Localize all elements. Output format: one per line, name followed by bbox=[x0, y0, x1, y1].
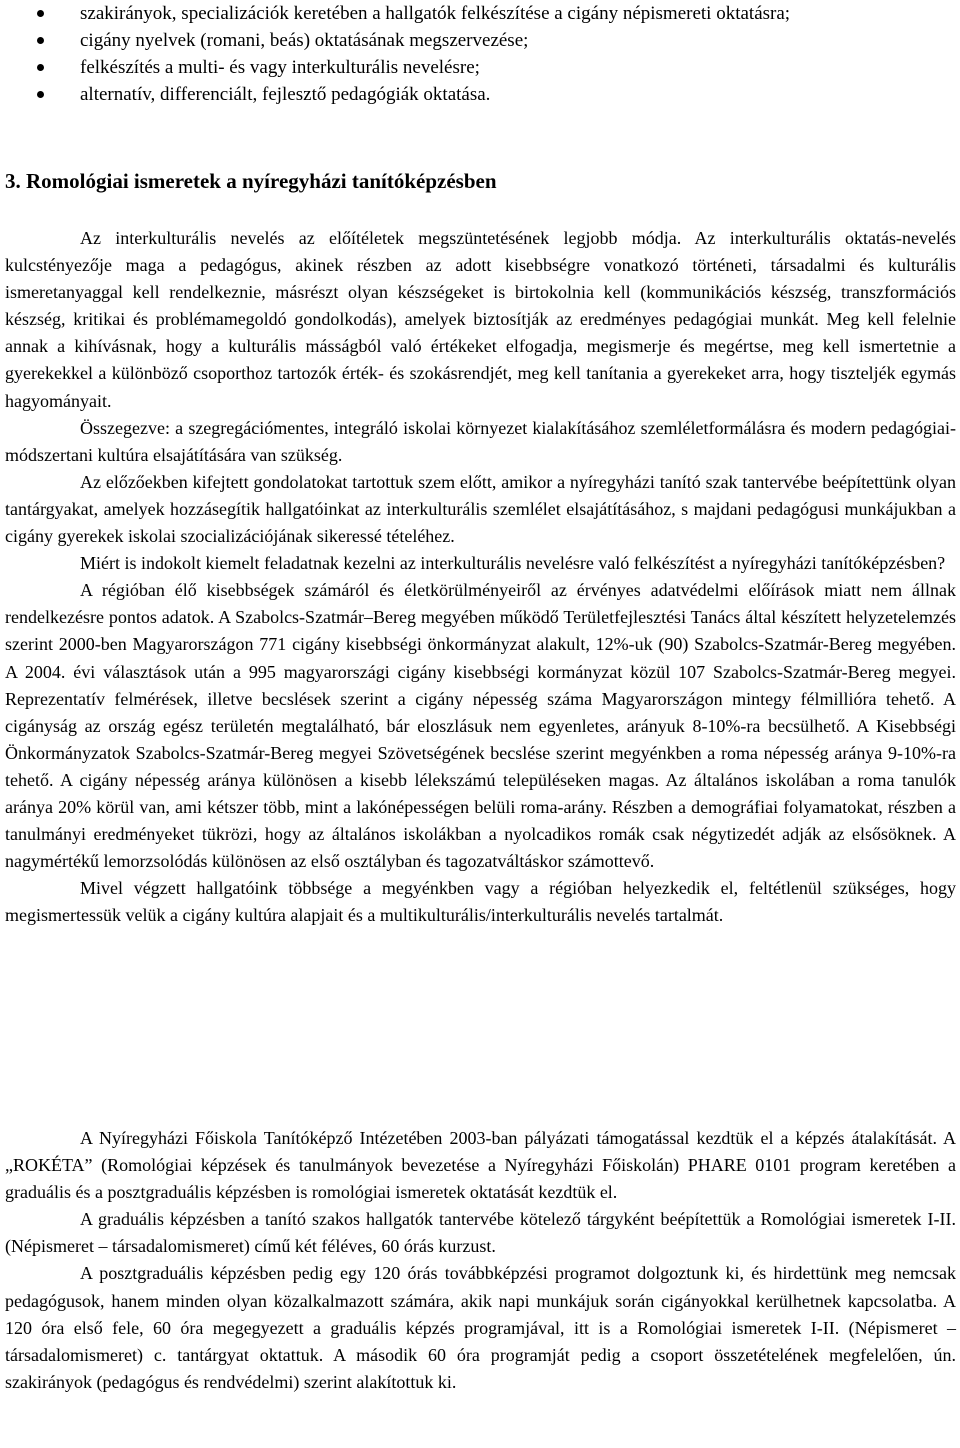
paragraph: Miért is indokolt kiemelt feladatnak kezelni az interkulturális nevelésre való felkészítést a nyíregyházi tanítóképzésben? bbox=[80, 553, 946, 574]
bottom-text-block bbox=[5, 1125, 956, 1396]
paragraph: Mivel végzett hallgatóink többsége a megyénkben vagy a régióban helyezkedik el, feltétlenül szükséges, hogy megismertessük velük a cigány kultúra alapjait és a multikulturális/interkulturális nevelés tartalmát. bbox=[5, 878, 956, 926]
bullet-icon bbox=[37, 91, 44, 98]
paragraph: Az előzőekben kifejtett gondolatokat tartottuk szem előtt, amikor a nyíregyházi tanító szak tantervébe beépítettünk olyan tantárgyakat, amelyek hozzásegítik hallgatóinkat az interkulturális szemlélet elsajátításához, s majdani pedagógusi munkájukban a cigány gyerekek iskolai szocializációjának sikeressé tételéhez. bbox=[5, 471, 956, 547]
paragraph: Az interkulturális nevelés az előítéletek megszüntetésének legjobb módja. Az interkulturális oktatás-nevelés kulcstényezője maga a pedagógus, akinek részben az adott kisebbségre vonatkozó történeti, társadalmi és kulturális ismeretanyaggal kell rendelkeznie, másrészt olyan készségeket is birtokolnia kell (kommunikációs készség, transzformációs készség, kritikai és problémamegoldó gondolkodás), amelyek biztosítják az eredményes pedagógiai munkát. Meg kell felelnie annak a kihívásnak, hogy a kulturális másságból való értékeket elfogadja, megismerje és megértse, meg kell ismertetnie a gyerekekkel a különböző csoporthoz tartozók érték- és szokásrendjét, meg kell tanítania a gyerekeket arra, hogy tiszteljék egymás hagyományait. bbox=[5, 228, 956, 411]
paragraph: A posztgraduális képzésben pedig egy 120 órás továbbképzési programot dolgoztunk ki, és hirdettünk meg nemcsak pedagógusok, hanem minden olyan közalkalmazott számára, akik napi munkájuk során cigányokkal kerülhetnek kapcsolatba. A 120 óra első fele, 60 óra megegyezett a graduális képzés programjával, itt is a Romológiai ismeretek I-II. (Népismeret – társadalomismeret) c. tantárgyat oktattuk. A második 60 óra programját pedig a csoport összetételének megfelelően, ún. szakirányok (pedagógus és rendvédelmi) szerint alakítottuk ki. bbox=[5, 1263, 956, 1392]
bullet-icon bbox=[37, 10, 44, 17]
bullet-item: alternatív, differenciált, fejlesztő pedagógiák oktatása. bbox=[5, 81, 956, 108]
bullet-icon bbox=[37, 64, 44, 71]
bullet-item: szakirányok, specializációk keretében a hallgatók felkészítése a cigány népismereti oktatásra; bbox=[5, 0, 956, 27]
paragraph: A régióban élő kisebbségek számáról és életkörülményeiről az érvényes adatvédelmi előírások miatt nem állnak rendelkezésre pontos adatok. A Szabolcs-Szatmár–Bereg megyében működő Területfejlesztési Tanács által készített helyzetelemzés szerint 2000-ben Magyarországon 771 cigány kisebbségi önkormányzat alakult, 12%-uk (90) Szabolcs-Szatmár-Bereg megyében. A 2004. évi választások után a 995 magyarországi cigány kisebbségi kormányzat közül 107 Szabolcs-Szatmár-Bereg megyei. Reprezentatív felmérések, illetve becslések szerint a cigány népesség száma Magyarországon mintegy félmillióra tehető. A cigányság az ország egész területén megtalálható, bár eloszlásuk nem egyenletes, arányuk 8-10%-ra becsülhető. A Kisebbségi Önkormányzatok Szabolcs-Szatmár-Bereg megyei Szövetségének becslése szerint megyénkben a roma népesség aránya 9-10%-ra tehető. A cigány népesség aránya különösen a kisebb lélekszámú településeken magas. Az általános iskolában a roma tanulók aránya 20% körül van, ami kétszer több, mint a lakónépességen belüli roma-arány. Részben a demográfiai folyamatokat, részben a tanulmányi eredményeket tükrözi, hogy az általános iskolákban a nyolcadikos romák csak négytizedét adják az elsősöknek. A nagymértékű lemorzsolódás különösen az első osztályban és tagozatváltáskor számottevő. bbox=[5, 580, 956, 872]
bullet-item: felkészítés a multi- és vagy interkulturális nevelésre; bbox=[5, 54, 956, 81]
paragraph: A graduális képzésben a tanító szakos hallgatók tantervébe kötelező tárgyként beépítettük a Romológiai ismeretek I-II. (Népismeret – társadalomismeret) című két féléves, 60 órás kurzust. bbox=[5, 1209, 956, 1257]
top-text-block bbox=[5, 225, 956, 929]
section-heading: 3. Romológiai ismeretek a nyíregyházi tanítóképzésben bbox=[5, 169, 497, 193]
bullet-list bbox=[5, 0, 956, 108]
bullet-icon bbox=[37, 37, 44, 44]
bullet-item: cigány nyelvek (romani, beás) oktatásának megszervezése; bbox=[5, 27, 956, 54]
paragraph: A Nyíregyházi Főiskola Tanítóképző Intézetében 2003-ban pályázati támogatással kezdtük el a képzés átalakítását. A „ROKÉTA” (Romológiai képzések és tanulmányok bevezetése a Nyíregyházi Főiskolán) PHARE 0101 program keretében a graduális és a posztgraduális képzésben is romológiai ismeretek oktatását kezdtük el. bbox=[5, 1128, 956, 1203]
paragraph: Összegezve: a szegregációmentes, integráló iskolai környezet kialakításához szemléletformálásra és modern pedagógiai-módszertani kultúra elsajátítására van szükség. bbox=[5, 417, 956, 465]
